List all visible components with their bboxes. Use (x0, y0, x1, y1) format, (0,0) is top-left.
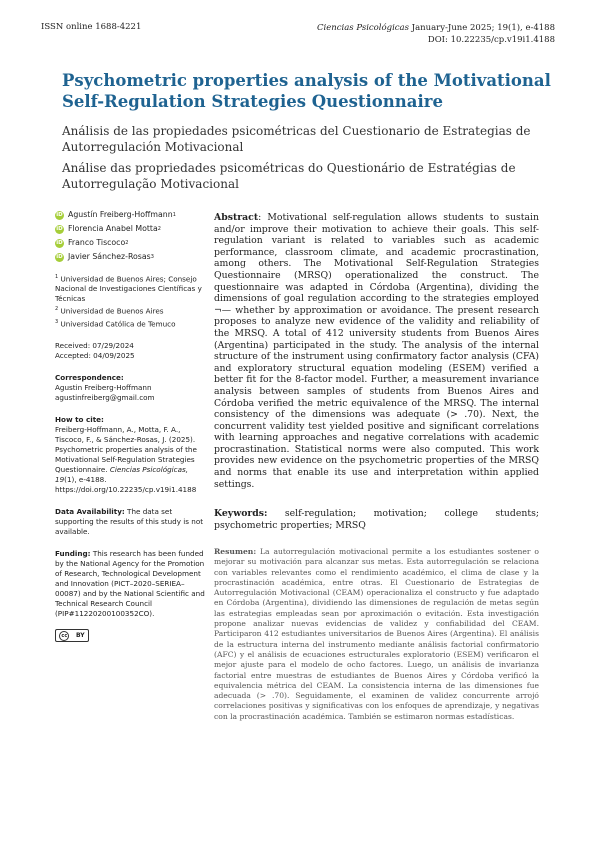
correspondence-block (55, 373, 205, 403)
journal-issue: January-June 2025; 19(1), e-4188 (408, 23, 555, 33)
affiliation-text: Universidad Católica de Temuco (58, 319, 176, 329)
affiliation-list (55, 272, 205, 329)
keywords-label: Keywords: (214, 508, 268, 519)
orcid-icon[interactable]: iD (56, 211, 63, 218)
funding-label: Funding: (55, 549, 91, 559)
data-availability-label: Data Availability: (55, 507, 125, 517)
received-date: Received: 07/29/2024 (55, 341, 134, 351)
sidebar-metadata (55, 210, 205, 642)
correspondence-name: Agustin Freiberg-Hoffmann (55, 383, 152, 393)
subtitle-spanish: Análisis de las propiedades psicométricas del Cuestionario de Estrategias de Autorregulación Motivacional (62, 124, 531, 154)
correspondence-label: Correspondence: (55, 373, 124, 383)
author-affiliation-number: 1 (172, 212, 176, 218)
author-name: Agustín Freiberg-Hoffmann (68, 210, 173, 219)
author-item[interactable] (55, 210, 205, 220)
funding-block (55, 549, 205, 619)
keywords-text: self-regulation; motivation; college students; psychometric properties; MRSQ (214, 508, 539, 531)
by-label: BY (76, 631, 85, 639)
citation-body: Freiberg-Hoffmann, A., Motta, F. A., Tiscoco, F., & Sánchez-Rosas, J. (2025). Psychometric properties analysis of the Motivational Self-Regulation Strategies Questionnaire. (55, 425, 197, 475)
resumen-text: La autorregulación motivacional permite a los estudiantes sostener o mejorar su motivación para alcanzar sus metas. Esta autorregulación se relaciona con variables relevantes como el rendimiento académico, el clima de clase y la procrastinación académica, entre otras. El Cuestionario de Estrategias de Autorregulación Motivacional (CEAM) operacionaliza el constructo y fue adaptado en Córdoba (Argentina), dividiendo las dimensiones de regulación de metas según las estrategias empleadas sean por aproximación o evitación. Esta investigación propone analizar nuevas evidencias de validez y confiabilidad del CEAM. Participaron 412 estudiantes universitarios de Buenos Aires (Argentina). El análisis de la estructura interna del instrumento mediante análisis factorial confirmatorio (AFC) y el análisis de ecuaciones estructurales exploratorio (ESEM) verificaron el mejor ajuste para el modelo de ocho factores. Luego, un análisis de invarianza factorial entre muestras de estudiantes de Buenos Aires y Córdoba verificó la equivalencia métrica del CEAM. La consistencia interna de las dimensiones fue adecuada (> .70). Seguidamente, el examinen de validez concurrente arrojó correlaciones positivas y significativas con los enfoques de aprendizaje, y negativas con la procrastinación académica. También se estimaron normas estadísticas. (214, 547, 539, 721)
affiliation-item (55, 272, 205, 304)
author-item[interactable] (55, 238, 205, 248)
citation-text (55, 425, 205, 495)
journal-name: Ciencias Psicológicas (317, 23, 409, 33)
funding-text: This research has been funded by the National Agency for the Promotion of Research, Technological Development and Innovation (PICT–2020–SERIEA–00087) and by the National Scientific and Technical Research Council (PIP#11220200100352CO). (55, 549, 205, 619)
resumen-section (214, 547, 539, 722)
cc-icon: cc (59, 631, 69, 641)
dates-block (55, 341, 205, 361)
resumen-label: Resumen: (214, 547, 257, 556)
affiliation-item (55, 317, 205, 329)
subtitle-portuguese: Análise das propriedades psicométricas do Questionário de Estratégias de Autorregulação Motivacional (62, 161, 516, 191)
orcid-icon[interactable]: iD (56, 225, 63, 232)
abstract-label: Abstract (214, 212, 259, 223)
keywords-section (214, 508, 539, 531)
abstract-section (214, 212, 539, 490)
how-to-cite-block (55, 415, 205, 495)
affiliation-text: Universidad de Buenos Aires; Consejo Nacional de Investigaciones Científicas y Técnicas (55, 274, 202, 304)
cc-by-license-badge[interactable] (55, 629, 89, 642)
affiliation-number: 2 (55, 306, 59, 313)
author-name: Franco Tiscoco (68, 238, 126, 247)
author-item[interactable] (55, 224, 205, 234)
data-availability-text: The data set supporting the results of this study is not available. (55, 507, 204, 537)
paper-title: Psychometric properties analysis of the Motivational Self-Regulation Strategies Questionnaire (62, 71, 551, 111)
author-affiliation-number: 3 (150, 254, 154, 260)
affiliation-number: 1 (55, 274, 59, 280)
author-affiliation-number: 2 (125, 240, 129, 246)
how-to-cite-label: How to cite: (55, 415, 104, 425)
affiliation-number: 3 (55, 318, 59, 325)
data-availability-block (55, 507, 205, 537)
affiliation-item (55, 304, 205, 316)
citation-doi-link[interactable]: (1), e-4188. https://doi.org/10.22235/cp.v19i1.4188 (55, 475, 197, 495)
author-item[interactable] (55, 252, 205, 262)
journal-header (317, 22, 555, 46)
abstract-text: : Motivational self-regulation allows students to sustain and/or improve their motivation to achieve their goals. This self-regulation variant is related to variables such as academic performance, classroom climate, and academic procrastination, among others. The Motivational Self-Regulation Strategies Questionnaire (MRSQ) operationalized the construct. The questionnaire was adapted in Córdoba (Argentina), dividing the dimensions of goal regulation according to the strategies employed ¬— whether by approximation or avoidance. The present research proposes to analyze new evidence of the validity and reliability of the MRSQ. A total of 412 university students from Buenos Aires (Argentina) participated in the study. The analysis of the internal structure of the instrument using confirmatory factor analysis (CFA) and exploratory structural equation modeling (ESEM) verified a better fit for the 8-factor model. Further, a measurement invariance analysis between samples of students from Buenos Aires and Córdoba verified the metric equivalence of the MRSQ. The internal consistency of the dimensions was adequate (> .70). Next, the concurrent validity test yielded positive and significant correlations with learning approaches and negative correlations with academic procrastination. Statistical norms were also computed. This work provides new evidence on the psychometric properties of the MRSQ and norms that enable its use and interpretation within applied settings. (214, 212, 539, 490)
doi-label: DOI: 10.22235/cp.v19i1.4188 (427, 35, 555, 45)
affiliation-text: Universidad de Buenos Aires (58, 306, 164, 316)
author-name: Florencia Anabel Motta (68, 224, 158, 233)
issn-label: ISSN online 1688-4221 (41, 22, 142, 32)
author-list (55, 210, 205, 262)
citation-journal: Ciencias Psicológicas, 19 (55, 465, 189, 485)
correspondence-email[interactable]: agustinfreiberg@gmail.com (55, 393, 155, 403)
author-name: Javier Sánchez-Rosas (68, 252, 151, 261)
accepted-date: Accepted: 04/09/2025 (55, 351, 135, 361)
author-affiliation-number: 2 (157, 226, 161, 232)
orcid-icon[interactable]: iD (56, 253, 63, 260)
orcid-icon[interactable]: iD (56, 239, 63, 246)
